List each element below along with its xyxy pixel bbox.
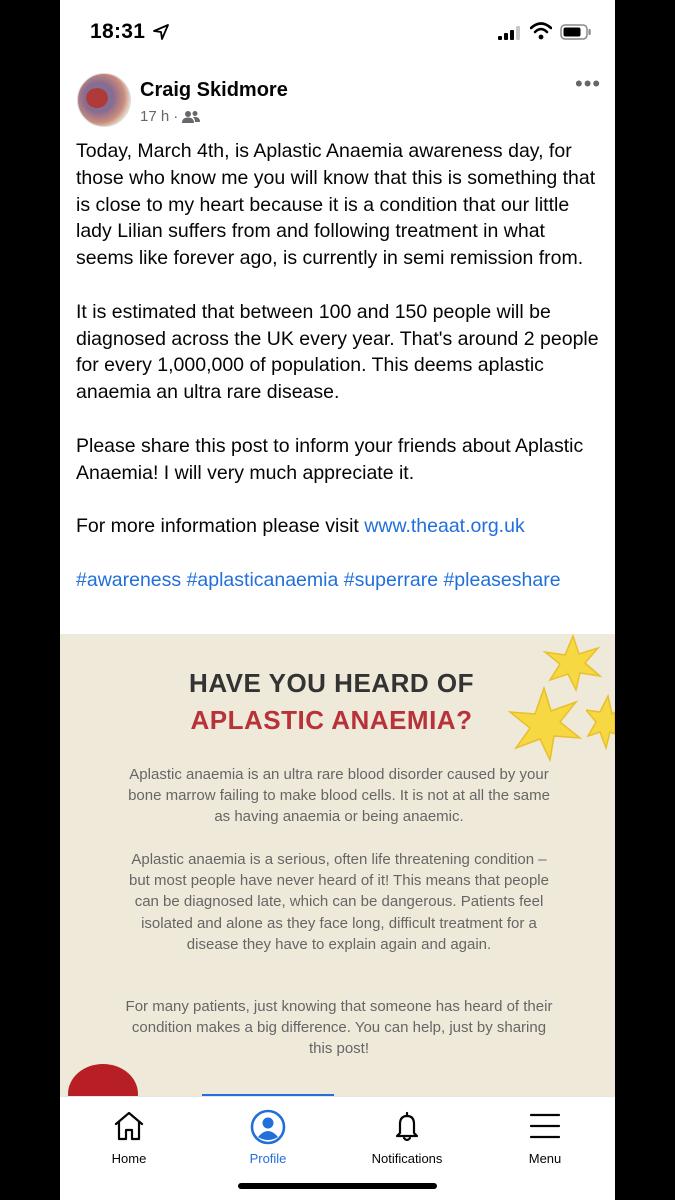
poster-paragraph-3: For many patients, just knowing that someone has heard of their condition makes a big difference. You can help, just by sharing this post!: [125, 998, 553, 1058]
post-paragraph-2: It is estimated that between 100 and 150 people will be diagnosed across the UK every year. That's around 2 people for every 1,000,000 of population. This deems aplastic anaemia an ultra rare disease.: [76, 300, 599, 404]
post-body: [76, 138, 601, 620]
home-indicator[interactable]: [238, 1183, 437, 1189]
post-paragraph-1: Today, March 4th, is Aplastic Anaemia awareness day, for those who know me you will know that this is something that is close to my heart because it is a condition that our little lady Lilian suffers from and following treatment in what seems like forever ago, is currently in semi remission from.: [76, 140, 596, 270]
more-options-icon[interactable]: •••: [575, 71, 602, 96]
phone-screen: [60, 0, 615, 1200]
friends-icon: [182, 110, 200, 124]
post-image[interactable]: [60, 634, 615, 1096]
bell-icon: [390, 1109, 424, 1143]
nav-profile[interactable]: [199, 1097, 337, 1177]
nav-menu-label: Menu: [528, 1151, 562, 1166]
poster-title-line1: HAVE YOU HEARD OF: [189, 668, 474, 698]
battery-icon: [560, 24, 592, 40]
post-meta: [140, 108, 200, 125]
post-time[interactable]: 17 h: [140, 108, 170, 125]
nav-notifications-label: Notifications: [371, 1151, 443, 1166]
avatar[interactable]: [77, 73, 131, 127]
post-info-line: [76, 513, 601, 540]
location-arrow-icon: [152, 23, 170, 41]
status-time: 18:31: [90, 20, 146, 43]
post-header: [60, 64, 615, 134]
poster-paragraph-1: Aplastic anaemia is an ultra rare blood disorder caused by your bone marrow failing to make blood cells. It is not at all the same as having anaemia or being anaemic.: [128, 766, 550, 826]
wifi-icon: [530, 22, 552, 40]
blood-cell-decoration: [68, 1064, 138, 1096]
nav-profile-label: Profile: [249, 1151, 287, 1166]
nav-menu[interactable]: [476, 1097, 614, 1177]
nav-home[interactable]: [60, 1097, 198, 1177]
avatar-heart-shape: [86, 88, 108, 108]
home-icon: [112, 1109, 146, 1143]
author-name[interactable]: Craig Skidmore: [140, 79, 288, 101]
poster-paragraph-2: Aplastic anaemia is a serious, often life threatening condition – but most people have never heard of it! This means that people can be diagnosed late, which can be dangerous. Patients feel isolated and alone as they face long, difficult treatment for a disease they have to explain again and again.: [129, 851, 549, 953]
poster-title-line2: APLASTIC ANAEMIA?: [190, 705, 473, 735]
nav-notifications[interactable]: [338, 1097, 476, 1177]
nav-home-label: Home: [111, 1151, 147, 1166]
info-link[interactable]: www.theaat.org.uk: [364, 515, 525, 538]
profile-icon: [250, 1109, 286, 1145]
menu-icon: [528, 1109, 562, 1143]
info-prefix: For more information please visit: [76, 515, 365, 538]
meta-separator: ·: [173, 108, 179, 125]
signal-icon: [498, 26, 520, 40]
post-hashtags[interactable]: #awareness #aplasticanaemia #superrare #pleaseshare: [76, 568, 561, 591]
post-paragraph-3: Please share this post to inform your friends about Aplastic Anaemia! I will very much appreciate it.: [76, 434, 584, 484]
status-bar: [60, 0, 615, 64]
